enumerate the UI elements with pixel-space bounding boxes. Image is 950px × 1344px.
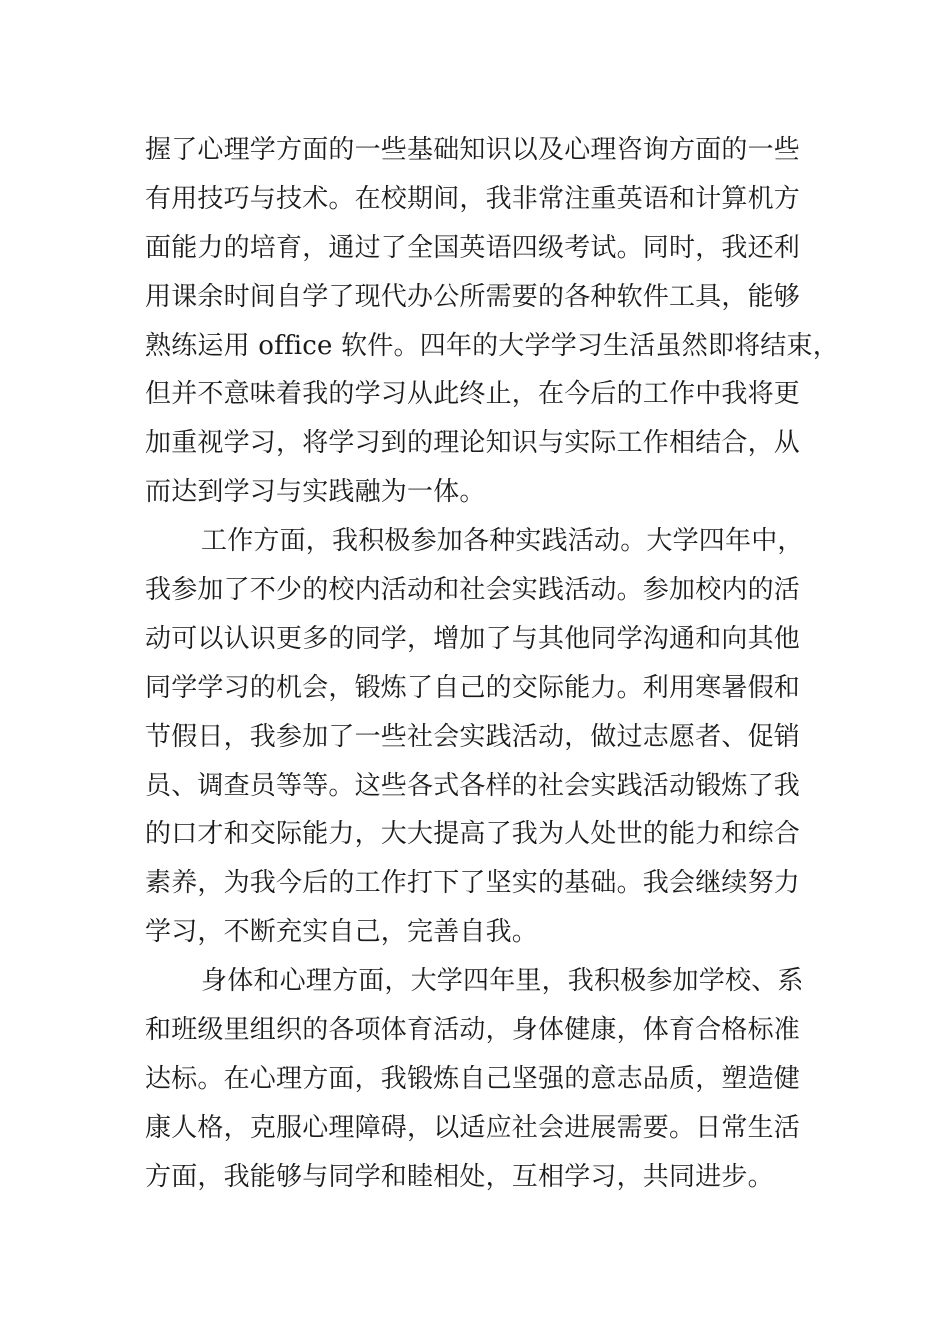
text-line: 握了心理学方面的一些基础知识以及心理咨询方面的一些 <box>145 135 801 165</box>
text-line: 加重视学习，将学习到的理论知识与实际工作相结合，从 <box>145 428 801 459</box>
text-line: 达标。在心理方面，我锻炼自己坚强的意志品质，塑造健 <box>145 1063 801 1094</box>
text-line: 而达到学习与实践融为一体。 <box>145 477 486 508</box>
text-line: 面能力的培育，通过了全国英语四级考试。同时，我还利 <box>145 232 801 263</box>
text-line: 学习，不断充实自己，完善自我。 <box>145 917 539 948</box>
text-line: 方面，我能够与同学和睦相处，互相学习，共同进步。 <box>145 1161 774 1192</box>
text-line: 员、调查员等等。这些各式各样的社会实践活动锻炼了我 <box>145 770 801 801</box>
text-line: 的口才和交际能力，大大提高了我为人处世的能力和综合 <box>145 819 801 850</box>
text-line: 但并不意味着我的学习从此终止，在今后的工作中我将更 <box>145 379 801 410</box>
text-line: 有用技巧与技术。在校期间，我非常注重英语和计算机方 <box>145 183 801 214</box>
paragraph-first-line: 工作方面，我积极参加各种实践活动。大学四年中， <box>201 526 804 557</box>
text-line: 动可以认识更多的同学，增加了与其他同学沟通和向其他 <box>145 623 801 654</box>
document-body <box>145 126 839 1202</box>
text-line: 康人格，克服心理障碍，以适应社会进展需要。日常生活 <box>145 1112 801 1143</box>
text-line: 同学学习的机会，锻炼了自己的交际能力。利用寒暑假和 <box>145 672 801 703</box>
text-line: 熟练运用 office 软件。四年的大学学习生活虽然即将结束， <box>145 330 839 361</box>
text-line: 素养，为我今后的工作打下了坚实的基础。我会继续努力 <box>145 868 801 899</box>
text-line: 节假日，我参加了一些社会实践活动，做过志愿者、促销 <box>145 721 801 752</box>
text-line: 和班级里组织的各项体育活动，身体健康，体育合格标准 <box>145 1015 801 1046</box>
paragraph-first-line: 身体和心理方面，大学四年里，我积极参加学校、系 <box>201 966 804 997</box>
text-line: 我参加了不少的校内活动和社会实践活动。参加校内的活 <box>145 575 801 606</box>
text-line: 用课余时间自学了现代办公所需要的各种软件工具，能够 <box>145 281 801 312</box>
